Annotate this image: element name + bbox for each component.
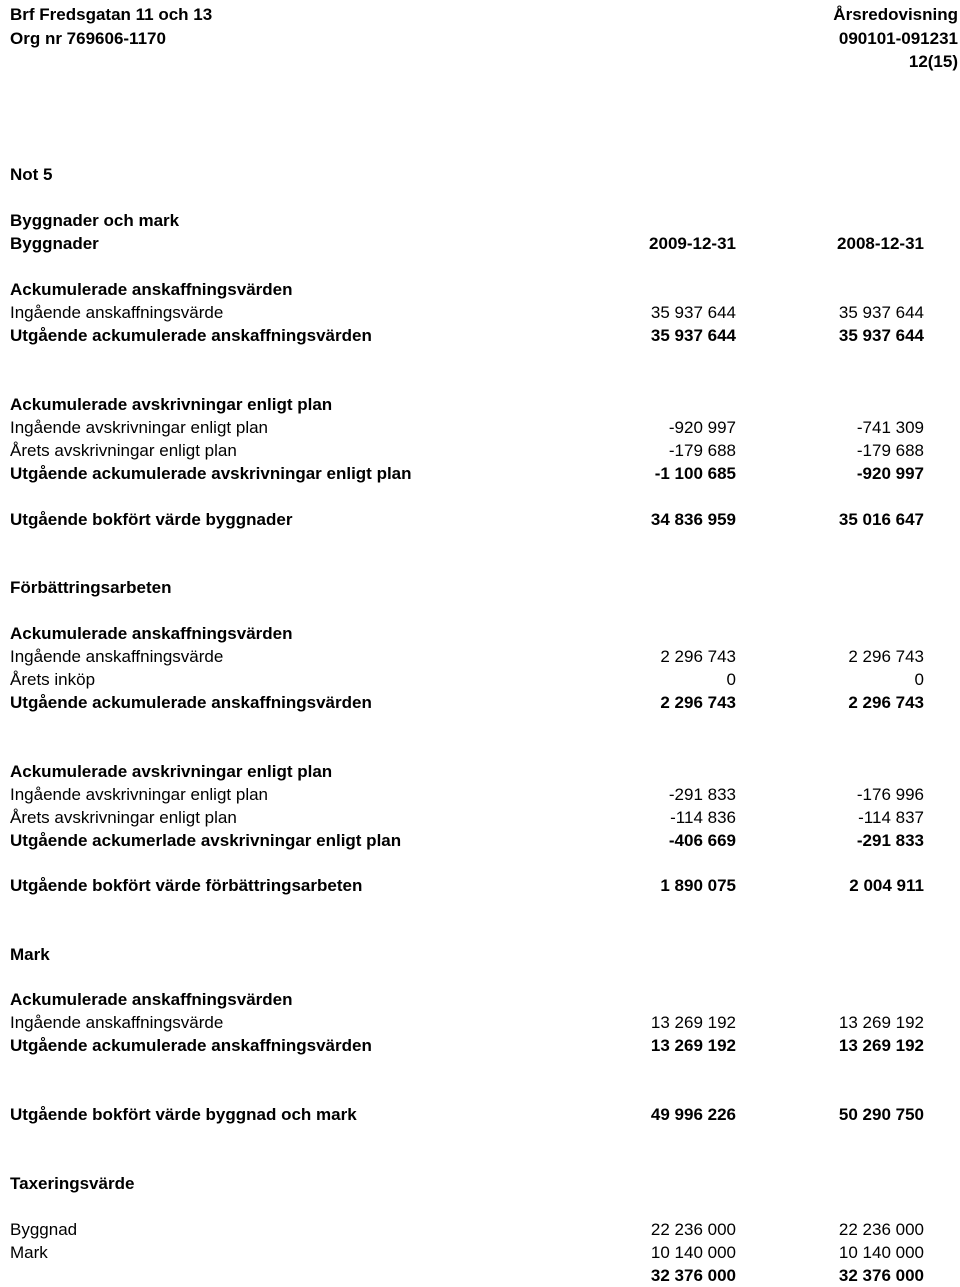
row-label: Ingående avskrivningar enligt plan — [10, 418, 269, 437]
note-title — [10, 163, 924, 186]
table-row — [10, 1172, 924, 1195]
value-2008: 2 004 911 — [849, 876, 924, 895]
row-label: Ackumulerade anskaffningsvärden — [10, 280, 293, 299]
value-2008: 2 296 743 — [848, 693, 924, 712]
row-label: Utgående bokfört värde byggnader — [10, 510, 293, 529]
table-row — [10, 874, 924, 897]
table-row — [10, 806, 924, 829]
value-2009: -179 688 — [668, 441, 736, 460]
value-2009: 34 836 959 — [650, 510, 736, 529]
value-2009: 2 296 743 — [660, 693, 736, 712]
table-row — [10, 691, 924, 714]
value-2008: 35 016 647 — [838, 510, 924, 529]
value-2009: -1 100 685 — [654, 464, 736, 483]
note-title-label: Not 5 — [10, 165, 53, 184]
value-2008: 10 140 000 — [838, 1243, 924, 1262]
table-row — [10, 508, 924, 531]
value-2009: -291 833 — [668, 785, 736, 804]
value-2008: 2008-12-31 — [837, 234, 924, 253]
value-2008: -176 996 — [856, 785, 924, 804]
value-2008: -741 309 — [856, 418, 924, 437]
table-row — [10, 1264, 924, 1287]
value-2009: 49 996 226 — [650, 1105, 736, 1124]
row-label: Mark — [10, 1243, 48, 1262]
table-row — [10, 1218, 924, 1241]
period: 090101-091231 — [838, 29, 958, 48]
row-label: Ackumulerade anskaffningsvärden — [10, 990, 293, 1009]
value-2009: 13 269 192 — [650, 1013, 736, 1032]
page-number: 12(15) — [908, 52, 958, 71]
table-row — [10, 439, 924, 462]
table-row — [10, 760, 924, 783]
table-row — [10, 645, 924, 668]
value-2009: 2 296 743 — [660, 647, 736, 666]
value-2009: -406 669 — [668, 831, 736, 850]
table-row — [10, 943, 924, 966]
value-2009: -114 836 — [670, 808, 736, 827]
row-label: Ingående anskaffningsvärde — [10, 647, 224, 666]
row-label: Ackumulerade anskaffningsvärden — [10, 624, 293, 643]
value-2008: -291 833 — [856, 831, 924, 850]
row-label: Byggnader och mark — [10, 211, 180, 230]
table-row — [10, 393, 924, 416]
row-label: Årets avskrivningar enligt plan — [10, 808, 237, 827]
row-label: Utgående ackumulerade anskaffningsvärden — [10, 1036, 372, 1055]
row-label: Ingående anskaffningsvärde — [10, 303, 224, 322]
value-2008: 22 236 000 — [838, 1220, 924, 1239]
value-2008: 50 290 750 — [838, 1105, 924, 1124]
org-number: Org nr 769606-1170 — [10, 29, 166, 48]
value-2009: 35 937 644 — [650, 303, 736, 322]
table-row — [10, 209, 924, 232]
value-2008: 35 937 644 — [838, 326, 924, 345]
row-label: Förbättringsarbeten — [10, 578, 172, 597]
value-2008: 35 937 644 — [838, 303, 924, 322]
value-2008: -920 997 — [856, 464, 924, 483]
row-label: Ackumulerade avskrivningar enligt plan — [10, 762, 333, 781]
value-2009: 1 890 075 — [660, 876, 736, 895]
value-2008: -179 688 — [856, 441, 924, 460]
row-label: Årets inköp — [10, 670, 96, 689]
table-row — [10, 1011, 924, 1034]
table-row — [10, 576, 924, 599]
value-2009: -920 997 — [668, 418, 736, 437]
table-row — [10, 462, 924, 485]
value-2009: 2009-12-31 — [649, 234, 736, 253]
value-2009: 22 236 000 — [650, 1220, 736, 1239]
value-2009: 32 376 000 — [650, 1266, 736, 1285]
row-label: Utgående ackumulerade anskaffningsvärden — [10, 326, 372, 345]
value-2009: 0 — [726, 670, 736, 689]
row-label: Mark — [10, 945, 50, 964]
value-2009: 35 937 644 — [650, 326, 736, 345]
table-row — [10, 232, 924, 255]
value-2008: 32 376 000 — [838, 1266, 924, 1285]
table-row — [10, 1034, 924, 1057]
table-row — [10, 1241, 924, 1264]
row-label: Utgående ackumulerade avskrivningar enligt plan — [10, 464, 412, 483]
row-label: Taxeringsvärde — [10, 1174, 135, 1193]
row-label: Ingående avskrivningar enligt plan — [10, 785, 269, 804]
table-row — [10, 324, 924, 347]
org-name: Brf Fredsgatan 11 och 13 — [10, 5, 213, 24]
table-row — [10, 278, 924, 301]
table-row — [10, 783, 924, 806]
row-label: Utgående bokfört värde byggnad och mark — [10, 1105, 357, 1124]
document-type: Årsredovisning — [833, 5, 958, 24]
value-2008: 13 269 192 — [838, 1036, 924, 1055]
table-row — [10, 622, 924, 645]
table-row — [10, 668, 924, 691]
value-2008: 13 269 192 — [838, 1013, 924, 1032]
row-label: Utgående bokfört värde förbättringsarbeten — [10, 876, 363, 895]
value-2008: 0 — [914, 670, 924, 689]
table-row — [10, 416, 924, 439]
value-2009: 10 140 000 — [650, 1243, 736, 1262]
row-label: Byggnad — [10, 1220, 78, 1239]
table-row — [10, 301, 924, 324]
row-label: Byggnader — [10, 234, 99, 253]
table-row — [10, 988, 924, 1011]
value-2008: 2 296 743 — [848, 647, 924, 666]
row-label: Ingående anskaffningsvärde — [10, 1013, 224, 1032]
row-label: Ackumulerade avskrivningar enligt plan — [10, 395, 333, 414]
row-label: Utgående ackumerlade avskrivningar enligt plan — [10, 831, 402, 850]
row-label: Utgående ackumulerade anskaffningsvärden — [10, 693, 372, 712]
table-row — [10, 829, 924, 852]
value-2008: -114 837 — [858, 808, 924, 827]
value-2009: 13 269 192 — [650, 1036, 736, 1055]
row-label: Årets avskrivningar enligt plan — [10, 441, 237, 460]
table-row — [10, 1103, 924, 1126]
